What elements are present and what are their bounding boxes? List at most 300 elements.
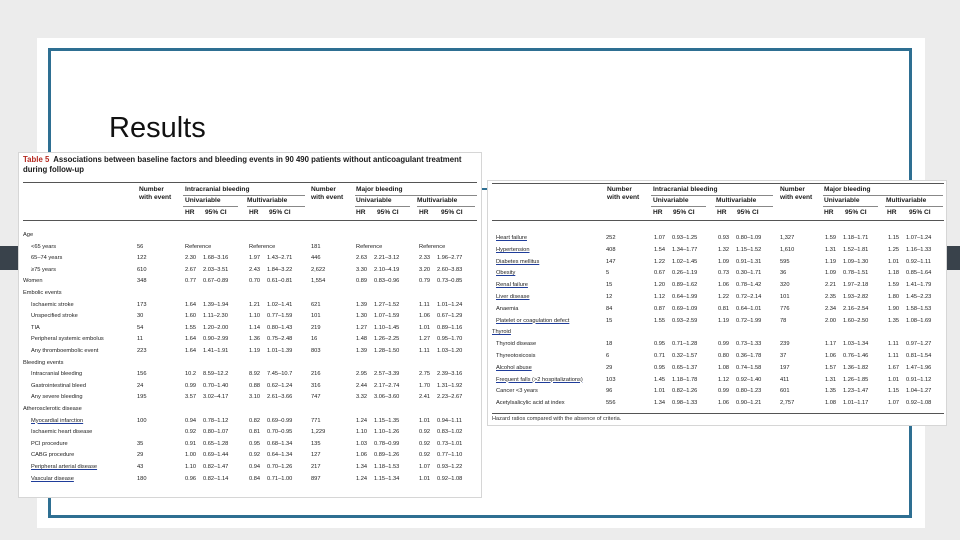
table-cell: 0.89 [356, 278, 368, 285]
table-cell: 16 [311, 336, 318, 343]
table-cell: 1.10–1.45 [374, 324, 400, 331]
table-row [488, 317, 946, 326]
table-cell: 0.81 [249, 429, 261, 436]
table-cell: 1.06 [356, 452, 368, 459]
table-cell: 2.43 [249, 266, 261, 273]
row-label: Thyroid disease [496, 341, 537, 348]
multi-rule-2 [417, 206, 475, 207]
table-cell: 101 [311, 313, 321, 320]
table-row [488, 399, 946, 408]
table-cell: 1.70 [419, 382, 431, 389]
table-row [488, 387, 946, 396]
table-cell: 252 [606, 235, 616, 241]
table-cell: 0.95 [249, 440, 261, 447]
table-row [488, 376, 946, 385]
row-label: Heart failure [496, 235, 527, 241]
table-cell: 0.87 [654, 305, 666, 312]
table-cell: 0.90–1.21 [736, 400, 762, 407]
table-cell: 181 [311, 243, 321, 250]
table-cell: 223 [137, 348, 147, 354]
row-label: Peripheral arterial disease [31, 464, 98, 470]
row-label: Ischaemic stroke [31, 301, 74, 308]
table-cell: 0.65–1.28 [203, 440, 229, 447]
table-cell: 1.11 [419, 301, 430, 308]
table-cell: 0.88 [249, 382, 261, 389]
table-cell: 1.01–1.39 [267, 348, 293, 354]
table-cell: 1.07 [654, 235, 666, 241]
table-row [19, 347, 477, 356]
table-cell: 0.73–1.33 [736, 341, 762, 348]
table-cell: 8.92 [249, 371, 261, 378]
table-cell: 1.14 [249, 324, 261, 331]
table-cell: 1.12 [654, 294, 666, 300]
table-cell: 3.02–4.17 [203, 394, 229, 401]
table-cell: 1.01 [419, 324, 431, 331]
table-cell: 1.08 [718, 364, 730, 371]
table-cell: 1.31–1.92 [437, 382, 463, 389]
table-row [19, 428, 477, 437]
row-label: 65–74 years [31, 255, 63, 262]
table-row [19, 463, 477, 472]
table-cell: 1.80 [888, 294, 900, 300]
header-top-rule [23, 182, 477, 183]
table-cell: 1.45–2.23 [906, 294, 932, 300]
table-number: Table 5 [23, 155, 50, 164]
table-row [19, 382, 477, 391]
table-cell: 1.06 [718, 400, 730, 407]
table-cell: 0.26–1.19 [672, 270, 698, 277]
table-cell: 1.09 [718, 258, 730, 265]
table-cell: 29 [137, 452, 144, 459]
table-cell: 1.97–2.18 [843, 282, 869, 289]
table-cell: 1.20–2.00 [203, 324, 229, 331]
table-cell: 3.32 [356, 394, 368, 401]
table-row [488, 293, 946, 302]
multi-rule-1 [247, 206, 305, 207]
row-label: Unspecified stroke [31, 313, 78, 320]
table-cell: 1.00 [185, 452, 197, 459]
table-cell: 0.71–1.28 [672, 341, 698, 348]
table-cell: Reference [249, 243, 276, 250]
table-cell: 1.08 [825, 400, 837, 407]
table-cell: 3.10 [249, 394, 261, 401]
table-cell: 1.06 [419, 313, 431, 320]
table-row [19, 312, 477, 321]
table-cell: 595 [780, 258, 790, 265]
table-row [488, 269, 946, 278]
table-cell: 0.92 [419, 440, 431, 447]
table-cell: 1.48 [356, 336, 368, 343]
table-row [19, 417, 477, 426]
table-cell: 1.01 [654, 388, 666, 395]
table-cell: 1.01 [888, 258, 900, 265]
table-cell: 1.06 [718, 282, 730, 289]
row-label: Alcohol abuse [496, 364, 532, 371]
table-cell: 1.58–1.53 [906, 305, 932, 312]
row-label: CABG procedure [31, 452, 75, 459]
table-cell: 1.18 [888, 270, 900, 277]
table-cell: 2.10–4.19 [374, 266, 400, 273]
table-cell: 103 [606, 376, 616, 383]
table-cell: 219 [311, 324, 321, 331]
table-cell: 0.95 [654, 341, 666, 348]
table-cell: 1.03 [356, 440, 368, 447]
table-cell: Reference [185, 243, 212, 250]
row-label: ≥75 years [31, 266, 56, 273]
table-cell: 7.45–10.7 [267, 371, 293, 378]
table-cell: 1.64 [185, 348, 197, 354]
table-cell: 1.57 [825, 364, 837, 371]
table-cell: 1.67 [888, 364, 900, 371]
table-cell: 1.15 [888, 235, 900, 241]
table-cell: 2.17–2.74 [374, 382, 400, 389]
table-row [19, 335, 477, 344]
table-cell: 1.36 [249, 336, 261, 343]
table-cell: 0.80–1.09 [736, 235, 762, 241]
table-cell: 56 [137, 243, 144, 250]
row-label: Diabetes mellitus [496, 258, 540, 265]
table-cell: 2.57–3.39 [374, 371, 400, 378]
table-cell: 2.21 [825, 282, 837, 289]
uni-rule-1 [651, 206, 706, 207]
table-cell: 0.94 [185, 417, 197, 424]
table-cell: 2.00 [825, 317, 837, 324]
row-label: Cancer <3 years [496, 388, 538, 395]
header-top-rule [492, 183, 944, 184]
table-cell: 1.60 [185, 313, 197, 320]
sub-hr-2: HR [249, 209, 259, 216]
table-footnote: Hazard ratios compared with the absence of criteria. [492, 416, 622, 422]
table-cell: 0.77 [185, 278, 197, 285]
table-cell: 1.24 [356, 475, 368, 482]
uni-rule-2 [823, 206, 878, 207]
footer-rule [492, 413, 944, 414]
table-cell: 35 [137, 440, 144, 447]
table-cell: 1.12 [718, 376, 730, 383]
header-major: Major bleeding [356, 186, 403, 193]
table-cell: 1.47–1.96 [906, 364, 932, 371]
table-cell: 0.70 [249, 278, 261, 285]
sub-hr-1: HR [653, 209, 663, 216]
sub-ci-4: 95% CI [909, 209, 931, 216]
table-cell: 1.07 [419, 464, 431, 470]
table-row [19, 301, 477, 310]
table-cell: 0.83–0.96 [374, 278, 400, 285]
table-cell: 0.90–2.99 [203, 336, 229, 343]
sub-ci-1: 95% CI [673, 209, 695, 216]
row-label: Hypertension [496, 246, 530, 253]
table-cell: 897 [311, 475, 321, 482]
table-cell: 1.64 [185, 301, 197, 308]
table-cell: 3.30 [356, 266, 368, 273]
table-cell: 2.16–2.54 [843, 305, 869, 312]
table-cell: 0.93–2.59 [672, 317, 698, 324]
table-cell: 0.64–1.99 [672, 294, 698, 300]
table-cell: 1.55 [654, 317, 666, 324]
table-cell: 15 [606, 317, 613, 324]
row-label: <65 years [31, 243, 57, 250]
table-cell: 2.75 [419, 371, 431, 378]
header-intracranial: Intracranial bleeding [185, 186, 250, 193]
table-cell: 0.68–1.34 [267, 440, 293, 447]
row-label: Bleeding events [23, 359, 64, 366]
table-cell: 0.82–1.14 [203, 475, 229, 482]
table-cell: 1.15–1.34 [374, 475, 400, 482]
major-rule [823, 195, 943, 196]
table-cell: Reference [356, 243, 383, 250]
table-cell: 43 [137, 464, 144, 470]
table-cell: 1.68–3.16 [203, 255, 229, 262]
slide-title: Results [109, 112, 206, 144]
sub-hr-3: HR [824, 209, 834, 216]
table-row [19, 370, 477, 379]
table-cell: 556 [606, 400, 616, 407]
table-cell: 1.22 [654, 258, 666, 265]
table-cell: 0.94–1.11 [437, 417, 462, 424]
table-cell: 37 [780, 353, 787, 359]
table-cell: 0.69–1.09 [672, 305, 698, 312]
sub-multivariable-1: Multivariable [716, 197, 757, 204]
table-cell: 0.78–1.12 [203, 417, 229, 424]
table-row [19, 405, 477, 414]
table-cell: 1.09–1.30 [843, 258, 869, 265]
table-cell: 1.11–2.30 [203, 313, 228, 320]
table-cell: 803 [311, 348, 321, 354]
table-cell: 0.83–1.02 [437, 429, 463, 436]
table-cell: 320 [780, 282, 790, 289]
table-cell: 0.91–1.31 [736, 258, 762, 265]
uni-rule-2 [355, 206, 410, 207]
table-row [19, 475, 477, 484]
table-cell: 1.31 [825, 246, 837, 253]
row-label: Any severe bleeding [31, 394, 83, 401]
table-cell: 0.92 [419, 429, 431, 436]
table-cell: 1.24 [356, 417, 368, 424]
table-cell: 1.26–1.85 [843, 376, 869, 383]
table-cell: 0.89–1.26 [374, 452, 400, 459]
table5-continued-image [487, 180, 947, 426]
table-cell: 0.78–0.99 [374, 440, 400, 447]
table-cell: 1.93–2.82 [843, 294, 869, 300]
table-cell: 1.08–1.69 [906, 317, 932, 324]
table-cell: 0.36–1.78 [736, 353, 762, 359]
table-cell: 0.99 [718, 388, 730, 395]
table-cell: 24 [137, 382, 144, 389]
table-cell: 10.2 [185, 371, 197, 378]
table-cell: 0.80–1.07 [203, 429, 229, 436]
table-cell: 1.27–1.52 [374, 301, 400, 308]
table-cell: 2,757 [780, 400, 795, 407]
sub-hr-1: HR [185, 209, 195, 216]
table-cell: 127 [311, 452, 321, 459]
header-bottom-rule [23, 220, 477, 221]
table-cell: 1,610 [780, 246, 795, 253]
table-cell: 78 [780, 317, 787, 324]
table-caption-text: Associations between baseline factors and bleeding events in 90 490 patients without anticoagulant treatment during follow-up [23, 155, 462, 174]
table-cell: 0.73–1.01 [437, 440, 463, 447]
table-cell: 1.17 [825, 341, 837, 348]
table-cell: 1.59 [888, 282, 900, 289]
sub-ci-2: 95% CI [269, 209, 291, 216]
table-cell: 1.54 [654, 246, 666, 253]
table-row [19, 254, 477, 263]
table-cell: 610 [137, 266, 147, 273]
table-cell: 1.35 [888, 317, 900, 324]
table-cell: 0.65–1.37 [672, 364, 698, 371]
sub-univariable-1: Univariable [185, 197, 221, 204]
table-cell: 0.82 [249, 417, 261, 424]
header-number-with-event: Number with event [607, 186, 640, 201]
table-cell: 2.23–2.67 [437, 394, 463, 401]
row-label: Myocardial infarction [31, 417, 84, 424]
table-cell: 1.18–1.71 [843, 235, 869, 241]
table-row [488, 352, 946, 361]
table-cell: 1.22 [718, 294, 730, 300]
table-cell: 3.57 [185, 394, 197, 401]
sub-univariable-1: Univariable [653, 197, 689, 204]
table-cell: 1.11 [419, 348, 430, 354]
table-cell: 2,622 [311, 266, 326, 273]
table-cell: 1.34 [654, 400, 666, 407]
table-cell: 1.10 [356, 429, 368, 436]
table-cell: 2.21–3.12 [374, 255, 400, 262]
sub-ci-3: 95% CI [377, 209, 399, 216]
table-cell: 0.91–1.12 [906, 376, 932, 383]
table-cell: 156 [137, 371, 147, 378]
table-row [19, 289, 477, 298]
table-cell: 5 [606, 270, 610, 277]
table-row [488, 328, 946, 337]
table-cell: 180 [137, 475, 147, 482]
table-cell: 1.11 [888, 353, 899, 359]
row-label: Obesity [496, 270, 516, 277]
table-cell: 8.59–12.2 [203, 371, 229, 378]
table-cell: 0.92 [185, 429, 197, 436]
table-cell: 1.41–1.91 [203, 348, 229, 354]
table-cell: 0.71–1.00 [267, 475, 293, 482]
table-cell: 1.01–1.17 [843, 400, 869, 407]
table-cell: 30 [137, 313, 144, 320]
table-cell: 1.35 [825, 388, 837, 395]
row-label: PCI procedure [31, 440, 68, 447]
multi-rule-2 [885, 206, 943, 207]
table-cell: 2.44 [356, 382, 368, 389]
table-cell: 1.39–1.94 [203, 301, 229, 308]
header-major: Major bleeding [824, 186, 871, 193]
table-cell: 1.84–3.22 [267, 266, 293, 273]
table-row [19, 231, 477, 240]
table-cell: 12 [606, 294, 613, 300]
table-cell: 0.67–1.29 [437, 313, 463, 320]
table-cell: 2.63 [356, 255, 368, 262]
table-cell: 2.67 [185, 266, 197, 273]
row-label: Anaemia [496, 305, 519, 312]
table-cell: 3.20 [419, 266, 431, 273]
table-cell: 2.39–3.16 [437, 371, 463, 378]
table-cell: 1.43–2.71 [267, 255, 293, 262]
table-cell: 0.99 [185, 382, 197, 389]
sub-multivariable-1: Multivariable [247, 197, 288, 204]
sub-univariable-2: Univariable [356, 197, 392, 204]
table-cell: 0.93 [718, 235, 730, 241]
table-cell: 0.92–1.08 [906, 400, 932, 407]
table-cell: 239 [780, 341, 790, 348]
table-cell: 0.64–1.34 [267, 452, 293, 459]
table-cell: 0.89–1.62 [672, 282, 698, 289]
table-cell: 0.92–1.40 [736, 376, 762, 383]
table-cell: 1.19 [825, 258, 837, 265]
table-cell: 1.09 [825, 270, 837, 277]
table-cell: 1.41–1.79 [906, 282, 932, 289]
sub-multivariable-2: Multivariable [417, 197, 458, 204]
row-label: Atherosclerotic disease [23, 406, 82, 412]
table-cell: 0.61–0.81 [267, 278, 293, 285]
table-cell: 2.41 [419, 394, 431, 401]
table-cell: 0.99 [718, 341, 730, 348]
table-cell: 0.85–1.64 [906, 270, 932, 277]
table-cell: 217 [311, 464, 321, 470]
table-cell: 1.21 [249, 301, 261, 308]
table-cell: 408 [606, 246, 616, 253]
table-cell: 0.92 [249, 452, 261, 459]
table-cell: 0.98–1.33 [672, 400, 698, 407]
table-cell: 0.95–1.70 [437, 336, 463, 343]
table-cell: 0.81 [718, 305, 730, 312]
table-cell: 1.31 [825, 376, 837, 383]
table-cell: 0.69–1.44 [203, 452, 229, 459]
table-cell: 0.72–2.14 [736, 294, 762, 300]
table-cell: 0.91 [185, 440, 197, 447]
table-cell: 0.84 [249, 475, 261, 482]
table-cell: 1.10–1.26 [374, 429, 400, 436]
table-cell: 1.28–1.50 [374, 348, 400, 354]
header-number-with-event: Number with event [139, 186, 172, 201]
table-cell: 1.52–1.81 [843, 246, 869, 253]
table-cell: 1.16–1.33 [906, 246, 932, 253]
row-label: Platelet or coagulation defect [496, 317, 570, 324]
table-cell: 18 [606, 341, 613, 348]
table-row [488, 258, 946, 267]
table-cell: 1.39 [356, 301, 368, 308]
row-label: Thyreotoxicosis [496, 353, 536, 359]
table-cell: 1.45 [654, 376, 666, 383]
table-cell: 1.01 [888, 376, 900, 383]
table-cell: 1.59 [825, 235, 837, 241]
table-cell: 135 [311, 440, 321, 447]
table-cell: 1.10 [185, 464, 197, 470]
header-number-with-event-2: Number with event [311, 186, 344, 201]
table-cell: 348 [137, 278, 147, 285]
table-row [19, 359, 477, 368]
table-cell: 1.03–1.34 [843, 341, 869, 348]
table-cell: 1.18–1.78 [672, 376, 698, 383]
table-cell: 1.34–1.77 [672, 246, 698, 253]
table-cell: 601 [780, 388, 790, 395]
table-cell: 1.96–2.77 [437, 255, 463, 262]
table-cell: 1.27 [419, 336, 431, 343]
table-cell: 0.67 [654, 270, 666, 277]
table-row [19, 266, 477, 275]
table-row [19, 277, 477, 286]
table-cell: 0.81–1.54 [906, 353, 932, 359]
table-cell: 0.80–1.43 [267, 324, 293, 331]
table-cell: 0.93–1.25 [672, 235, 698, 241]
table-cell: 15 [606, 282, 613, 289]
table-cell: 0.30–1.71 [736, 270, 762, 277]
table-cell: 1.15–1.52 [736, 246, 762, 253]
table-cell: 1.20 [654, 282, 666, 289]
table-row [19, 324, 477, 333]
